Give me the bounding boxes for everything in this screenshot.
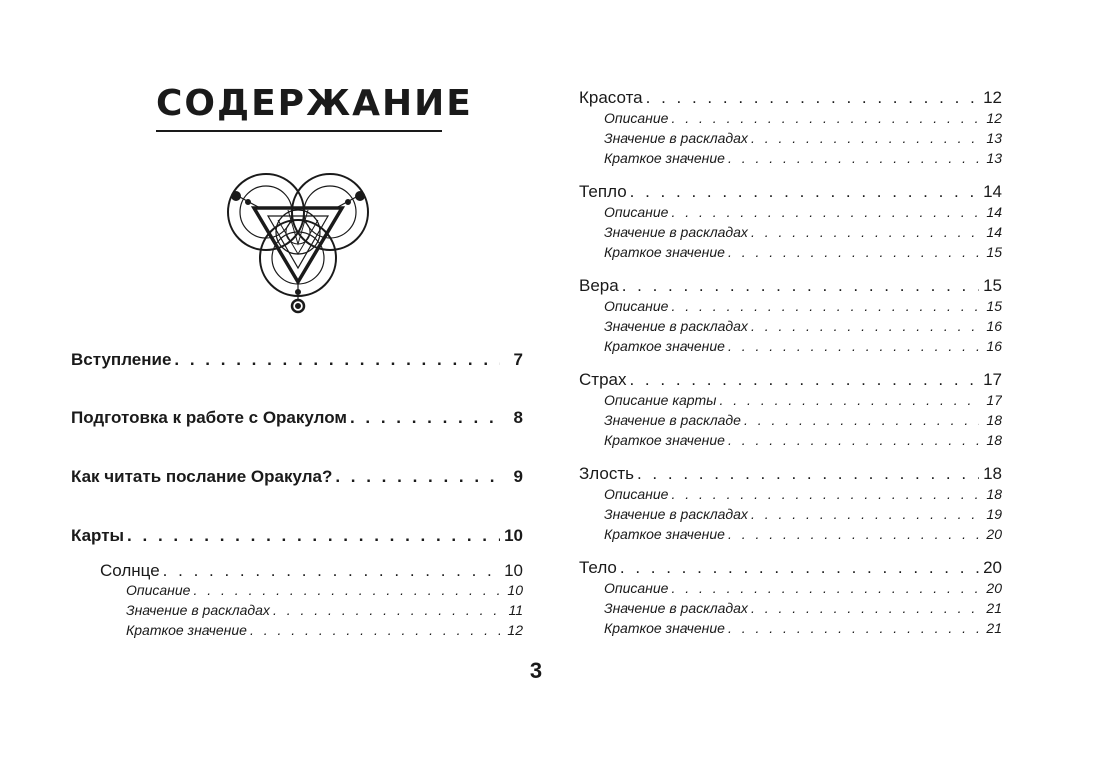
toc-leader-dots: [127, 526, 500, 546]
toc-page-number: 15: [986, 244, 1002, 260]
toc-leader-dots: [728, 526, 979, 542]
subentry-label: Описание: [604, 204, 669, 220]
toc-leader-dots: [250, 622, 500, 638]
subentry-label: Краткое значение: [604, 150, 725, 166]
toc-leader-dots: [751, 224, 979, 240]
toc-card-sun[interactable]: [100, 561, 523, 581]
toc-page-number: 13: [986, 150, 1002, 166]
toc-page-number: 20: [986, 526, 1002, 542]
toc-page-number: 13: [986, 130, 1002, 146]
toc-entry-how-to-read[interactable]: [71, 467, 523, 487]
subentry-label: Значение в раскладах: [126, 602, 270, 618]
toc-entry-label: Вступление: [71, 350, 172, 369]
contents-heading: СОДЕРЖАНИЕ: [156, 80, 442, 132]
card-title: Солнце: [100, 561, 160, 580]
toc-leader-dots: [335, 467, 500, 487]
toc-leader-dots: [728, 244, 979, 260]
subentry-label: Значение в раскладах: [604, 506, 748, 522]
toc-page-number: 21: [986, 600, 1002, 616]
toc-entry-label: Карты: [71, 526, 125, 545]
toc-leader-dots: [671, 298, 979, 314]
toc-subentry[interactable]: [604, 318, 1002, 334]
toc-leader-dots: [728, 620, 979, 636]
oracle-emblem-icon: [218, 160, 378, 320]
toc-page-number: 18: [986, 432, 1002, 448]
toc-subentry[interactable]: [604, 224, 1002, 240]
subentry-label: Описание карты: [604, 392, 717, 408]
subentry-label: Описание: [604, 298, 669, 314]
toc-page-number: 12: [507, 622, 523, 638]
toc-subentry[interactable]: [604, 110, 1002, 126]
toc-subentry[interactable]: [604, 432, 1002, 448]
toc-entry-cards[interactable]: [71, 526, 523, 546]
toc-leader-dots: [622, 276, 979, 296]
toc-page-number: 15: [986, 298, 1002, 314]
subentry-label: Значение в раскладах: [604, 600, 748, 616]
toc-leader-dots: [751, 318, 979, 334]
toc-card-anger[interactable]: [579, 464, 1002, 484]
toc-subentry[interactable]: [604, 150, 1002, 166]
toc-page-number: 11: [508, 602, 523, 618]
toc-leader-dots: [728, 150, 979, 166]
toc-page-number: 19: [986, 506, 1002, 522]
toc-leader-dots: [630, 182, 979, 202]
subentry-label: Описание: [604, 580, 669, 596]
toc-subentry[interactable]: [126, 582, 523, 598]
card-title: Вера: [579, 276, 619, 295]
toc-page-number: 15: [983, 276, 1002, 295]
toc-page-number: 18: [986, 412, 1002, 428]
subentry-label: Краткое значение: [604, 620, 725, 636]
toc-page-number: 20: [986, 580, 1002, 596]
toc-subentry[interactable]: [604, 392, 1002, 408]
subentry-label: Краткое значение: [604, 526, 725, 542]
toc-page-number: 10: [504, 526, 523, 545]
subentry-label: Описание: [604, 110, 669, 126]
toc-page-number: 9: [513, 467, 523, 486]
toc-subentry[interactable]: [604, 338, 1002, 354]
subentry-label: Значение в раскладах: [604, 318, 748, 334]
toc-page-number: 12: [983, 88, 1002, 107]
toc-entry-label: Как читать послание Оракула?: [71, 467, 333, 486]
toc-subentry[interactable]: [604, 526, 1002, 542]
toc-leader-dots: [273, 602, 500, 618]
toc-leader-dots: [629, 370, 979, 390]
toc-leader-dots: [751, 600, 979, 616]
toc-card-warmth[interactable]: [579, 182, 1002, 202]
toc-subentry[interactable]: [604, 244, 1002, 260]
toc-page-number: 17: [986, 392, 1002, 408]
toc-leader-dots: [671, 580, 979, 596]
toc-page-number: 14: [986, 224, 1002, 240]
card-title: Тепло: [579, 182, 627, 201]
toc-subentry[interactable]: [604, 580, 1002, 596]
toc-entry-preparation[interactable]: [71, 408, 523, 428]
toc-page-number: 21: [986, 620, 1002, 636]
toc-page-number: 18: [986, 486, 1002, 502]
toc-page-number: 16: [986, 318, 1002, 334]
toc-leader-dots: [646, 88, 979, 108]
toc-subentry[interactable]: [604, 298, 1002, 314]
subentry-label: Краткое значение: [604, 432, 725, 448]
toc-page-number: 16: [986, 338, 1002, 354]
toc-card-body[interactable]: [579, 558, 1002, 578]
toc-leader-dots: [174, 350, 500, 370]
card-title: Страх: [579, 370, 627, 389]
toc-entry-intro[interactable]: [71, 350, 523, 370]
toc-page-number: 10: [504, 561, 523, 580]
toc-page-number: 7: [513, 350, 523, 369]
toc-subentry[interactable]: [604, 130, 1002, 146]
subentry-label: Краткое значение: [604, 338, 725, 354]
toc-leader-dots: [751, 130, 979, 146]
toc-leader-dots: [671, 110, 979, 126]
toc-card-fear[interactable]: [579, 370, 1002, 390]
subentry-label: Описание: [604, 486, 669, 502]
toc-subentry[interactable]: [604, 204, 1002, 220]
toc-subentry[interactable]: [604, 600, 1002, 616]
toc-subentry[interactable]: [604, 506, 1002, 522]
toc-leader-dots: [193, 582, 500, 598]
toc-leader-dots: [350, 408, 500, 428]
toc-leader-dots: [719, 392, 979, 408]
toc-leader-dots: [671, 486, 979, 502]
toc-subentry[interactable]: [604, 620, 1002, 636]
subentry-label: Значение в раскладах: [604, 130, 748, 146]
subentry-label: Значение в раскладах: [604, 224, 748, 240]
toc-page-number: 12: [986, 110, 1002, 126]
toc-leader-dots: [620, 558, 979, 578]
card-title: Красота: [579, 88, 643, 107]
subentry-label: Описание: [126, 582, 191, 598]
toc-page-number: 18: [983, 464, 1002, 483]
card-title: Тело: [579, 558, 617, 577]
subentry-label: Краткое значение: [604, 244, 725, 260]
toc-page-number: 8: [513, 408, 523, 427]
page-number: 3: [529, 658, 543, 683]
card-title: Злость: [579, 464, 634, 483]
toc-card-faith[interactable]: [579, 276, 1002, 296]
toc-page-number: 20: [983, 558, 1002, 577]
subentry-label: Краткое значение: [126, 622, 247, 638]
toc-subentry[interactable]: [604, 412, 1002, 428]
toc-subentry[interactable]: [126, 622, 523, 638]
toc-page-number: 17: [983, 370, 1002, 389]
toc-leader-dots: [637, 464, 979, 484]
toc-leader-dots: [728, 432, 979, 448]
subentry-label: Значение в раскладе: [604, 412, 741, 428]
toc-page-number: 10: [507, 582, 523, 598]
toc-leader-dots: [671, 204, 979, 220]
toc-leader-dots: [744, 412, 979, 428]
toc-card-beauty[interactable]: [579, 88, 1002, 108]
toc-leader-dots: [728, 338, 979, 354]
toc-page-number: 14: [986, 204, 1002, 220]
toc-leader-dots: [163, 561, 500, 581]
toc-subentry[interactable]: [604, 486, 1002, 502]
toc-page-number: 14: [983, 182, 1002, 201]
toc-leader-dots: [751, 506, 979, 522]
toc-subentry[interactable]: [126, 602, 523, 618]
toc-entry-label: Подготовка к работе с Оракулом: [71, 408, 347, 427]
